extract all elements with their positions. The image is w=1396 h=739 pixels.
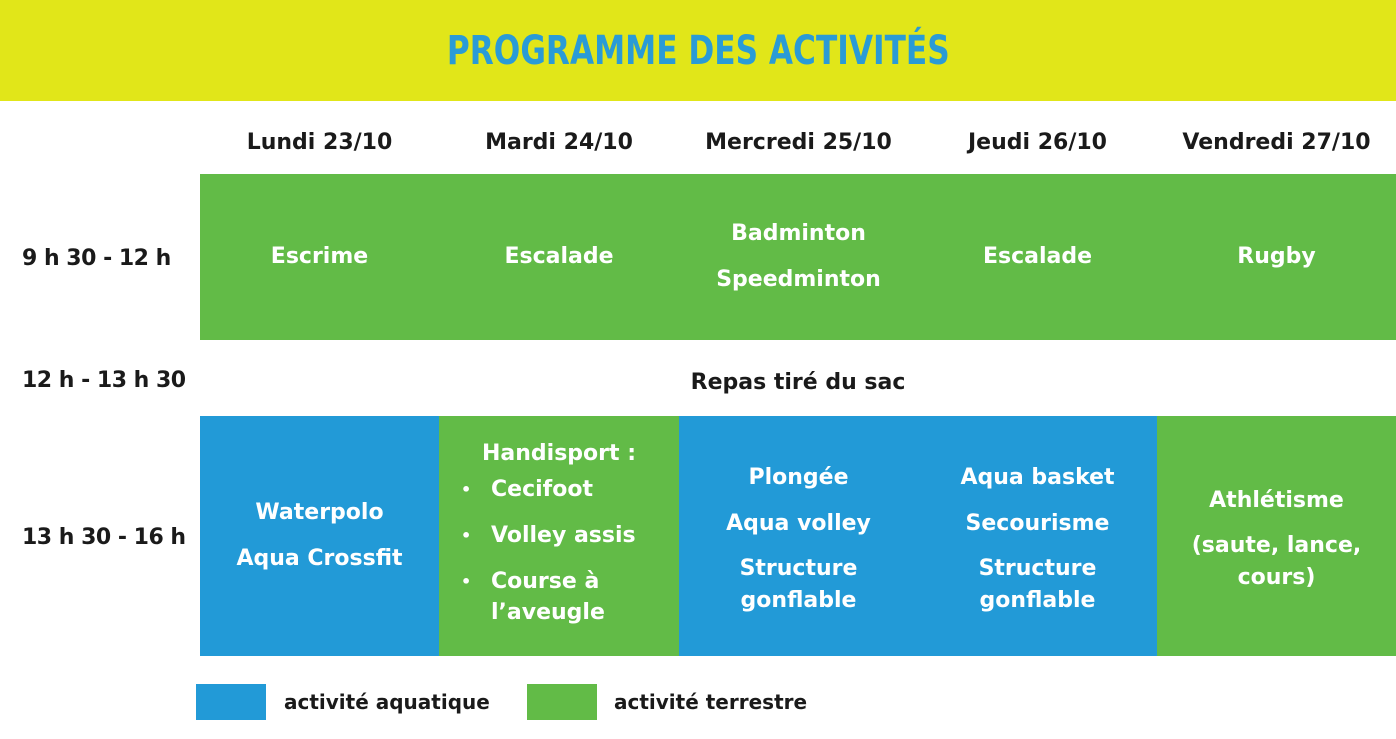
activity-label: Escalade	[504, 244, 614, 269]
morning-cell-vendredi	[1157, 174, 1396, 340]
list-item	[439, 520, 636, 551]
handisport-list	[439, 474, 636, 628]
time-lunch: 12 h - 13 h 30	[22, 368, 186, 393]
afternoon-cell-lundi	[200, 416, 439, 656]
morning-cell-jeudi	[918, 174, 1157, 340]
afternoon-cell-mardi	[439, 416, 679, 656]
activity-label: Plongée	[748, 465, 849, 490]
activity-label: Secourisme	[965, 511, 1110, 536]
activity-label: cours)	[1237, 565, 1316, 590]
time-morning: 9 h 30 - 12 h	[22, 246, 171, 271]
list-item-label: Volley assis	[491, 523, 636, 548]
bullet-icon: •	[461, 572, 472, 591]
morning-cell-mardi	[439, 174, 679, 340]
activity-label: gonflable	[740, 588, 857, 613]
afternoon-cell-vendredi	[1157, 416, 1396, 656]
activity-label: Structure	[978, 556, 1097, 581]
activity-label: Waterpolo	[255, 500, 384, 525]
list-item	[439, 474, 636, 505]
day-header-jeudi: Jeudi 26/10	[968, 129, 1107, 155]
day-header-vendredi: Vendredi 27/10	[1182, 129, 1371, 155]
list-item-label: Course à	[491, 569, 600, 594]
activity-label: Aqua basket	[960, 465, 1115, 490]
title-banner	[0, 0, 1396, 101]
legend-label-aquatique: activité aquatique	[284, 690, 490, 714]
legend-swatch-aquatique	[196, 684, 266, 720]
day-header-lundi: Lundi 23/10	[246, 129, 393, 155]
list-item-label: l’aveugle	[491, 600, 605, 625]
activity-label: Aqua volley	[726, 511, 871, 536]
activity-label: Escalade	[982, 244, 1093, 269]
legend-swatch-terrestre	[527, 684, 597, 720]
activity-label: Structure	[739, 556, 858, 581]
morning-cell-lundi	[200, 174, 439, 340]
page-title: PROGRAMME DES ACTIVITÉS	[446, 27, 950, 74]
activity-label: gonflable	[979, 588, 1096, 613]
activity-label: (saute, lance,	[1191, 533, 1362, 558]
activity-label: Athlétisme	[1209, 488, 1344, 513]
activity-label: Aqua Crossfit	[236, 546, 403, 571]
bullet-icon: •	[461, 526, 472, 545]
day-header-mercredi: Mercredi 25/10	[705, 129, 892, 155]
list-item	[439, 566, 636, 628]
bullet-icon: •	[461, 480, 472, 499]
morning-cell-mercredi	[679, 174, 918, 340]
activity-label: Escrime	[270, 244, 369, 269]
legend-label-terrestre: activité terrestre	[614, 690, 808, 714]
list-item-label: Cecifoot	[491, 477, 593, 502]
activity-label: Badminton	[731, 221, 866, 246]
lunch-text: Repas tiré du sac	[690, 369, 906, 395]
time-afternoon: 13 h 30 - 16 h	[22, 525, 186, 550]
activity-label: Speedminton	[716, 267, 881, 292]
afternoon-cell-jeudi	[918, 416, 1157, 656]
activity-label: Rugby	[1237, 244, 1316, 269]
afternoon-cell-mercredi	[679, 416, 918, 656]
day-header-mardi: Mardi 24/10	[485, 129, 633, 155]
handisport-heading: Handisport :	[482, 441, 636, 466]
